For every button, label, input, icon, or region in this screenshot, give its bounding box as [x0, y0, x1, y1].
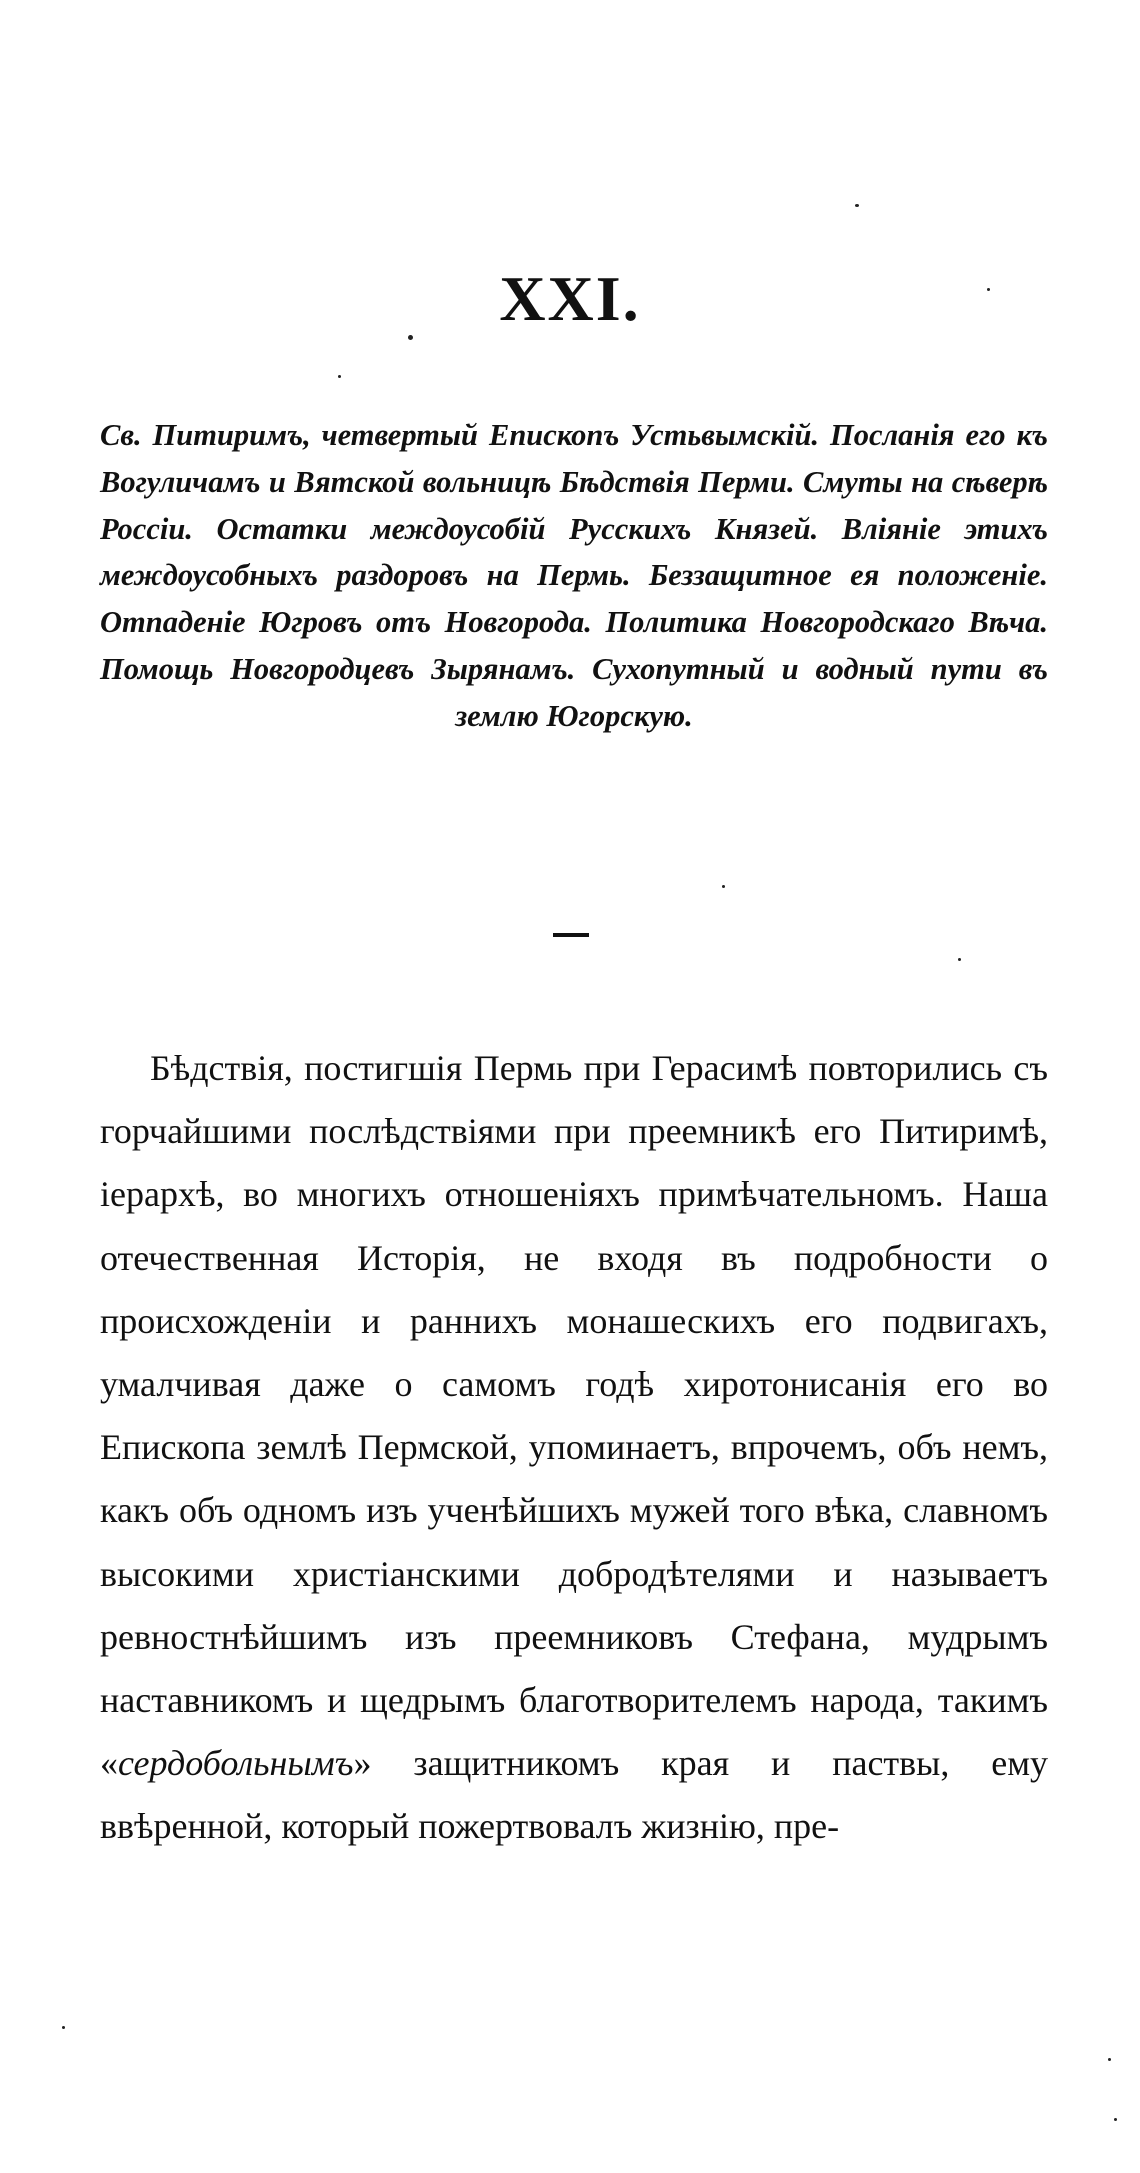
- body-paragraph: [100, 1037, 1048, 1859]
- print-speck: [62, 2026, 65, 2029]
- body-italic-phrase: сердобольнымъ: [118, 1743, 354, 1784]
- section-separator: [553, 933, 589, 937]
- chapter-summary: Св. Питиримъ, четвертый Епископъ Устьвымскій. Посланія его къ Вогуличамъ и Вятской вольницѣ Бѣдствія Перми. Смуты на сѣверѣ Россіи. Остатки междоусобій Русскихъ Князей. Вліяніе этихъ междоусобныхъ раздоровъ на Пермь. Беззащитное ея положеніе. Отпаденіе Югровъ отъ Новгорода. Политика Новгородскаго Вѣча. Помощь Новгородцевъ Зырянамъ. Сухопутный и водный пути въ землю Югорскую.: [100, 418, 1048, 733]
- print-speck: [722, 885, 725, 888]
- print-speck: [338, 375, 341, 378]
- print-speck: [408, 335, 413, 340]
- print-speck: [958, 958, 961, 961]
- print-speck: [855, 204, 859, 207]
- print-speck: [987, 288, 990, 291]
- print-speck: [1114, 2118, 1117, 2121]
- body-text-before: Бѣдствія, постигшія Пермь при Герасимѣ повторились съ горчайшими послѣдствіями при преемникѣ его Питиримѣ, іерархѣ, во многихъ отношеніяхъ примѣчательномъ. Наша отечественная Исторія, не входя въ подробности о происхожденіи и раннихъ монашескихъ его подвигахъ, умалчивая даже о самомъ годѣ хиротонисанія его во Епископа землѣ Пермской, упоминаетъ, впрочемъ, объ немъ, какъ объ одномъ изъ ученѣйшихъ мужей того вѣка, славномъ высокими христіанскими добродѣтелями и называетъ ревностнѣйшимъ изъ преемниковъ Стефана, мудрымъ наставникомъ и щедрымъ благотворителемъ народа, такимъ «: [100, 1048, 1048, 1784]
- body-text-after: » защитникомъ края и паствы, ему ввѣренной, который пожертвовалъ жизнію, пре-: [100, 1743, 1048, 1847]
- print-speck: [1108, 2058, 1111, 2061]
- chapter-number: XXI.: [499, 263, 641, 334]
